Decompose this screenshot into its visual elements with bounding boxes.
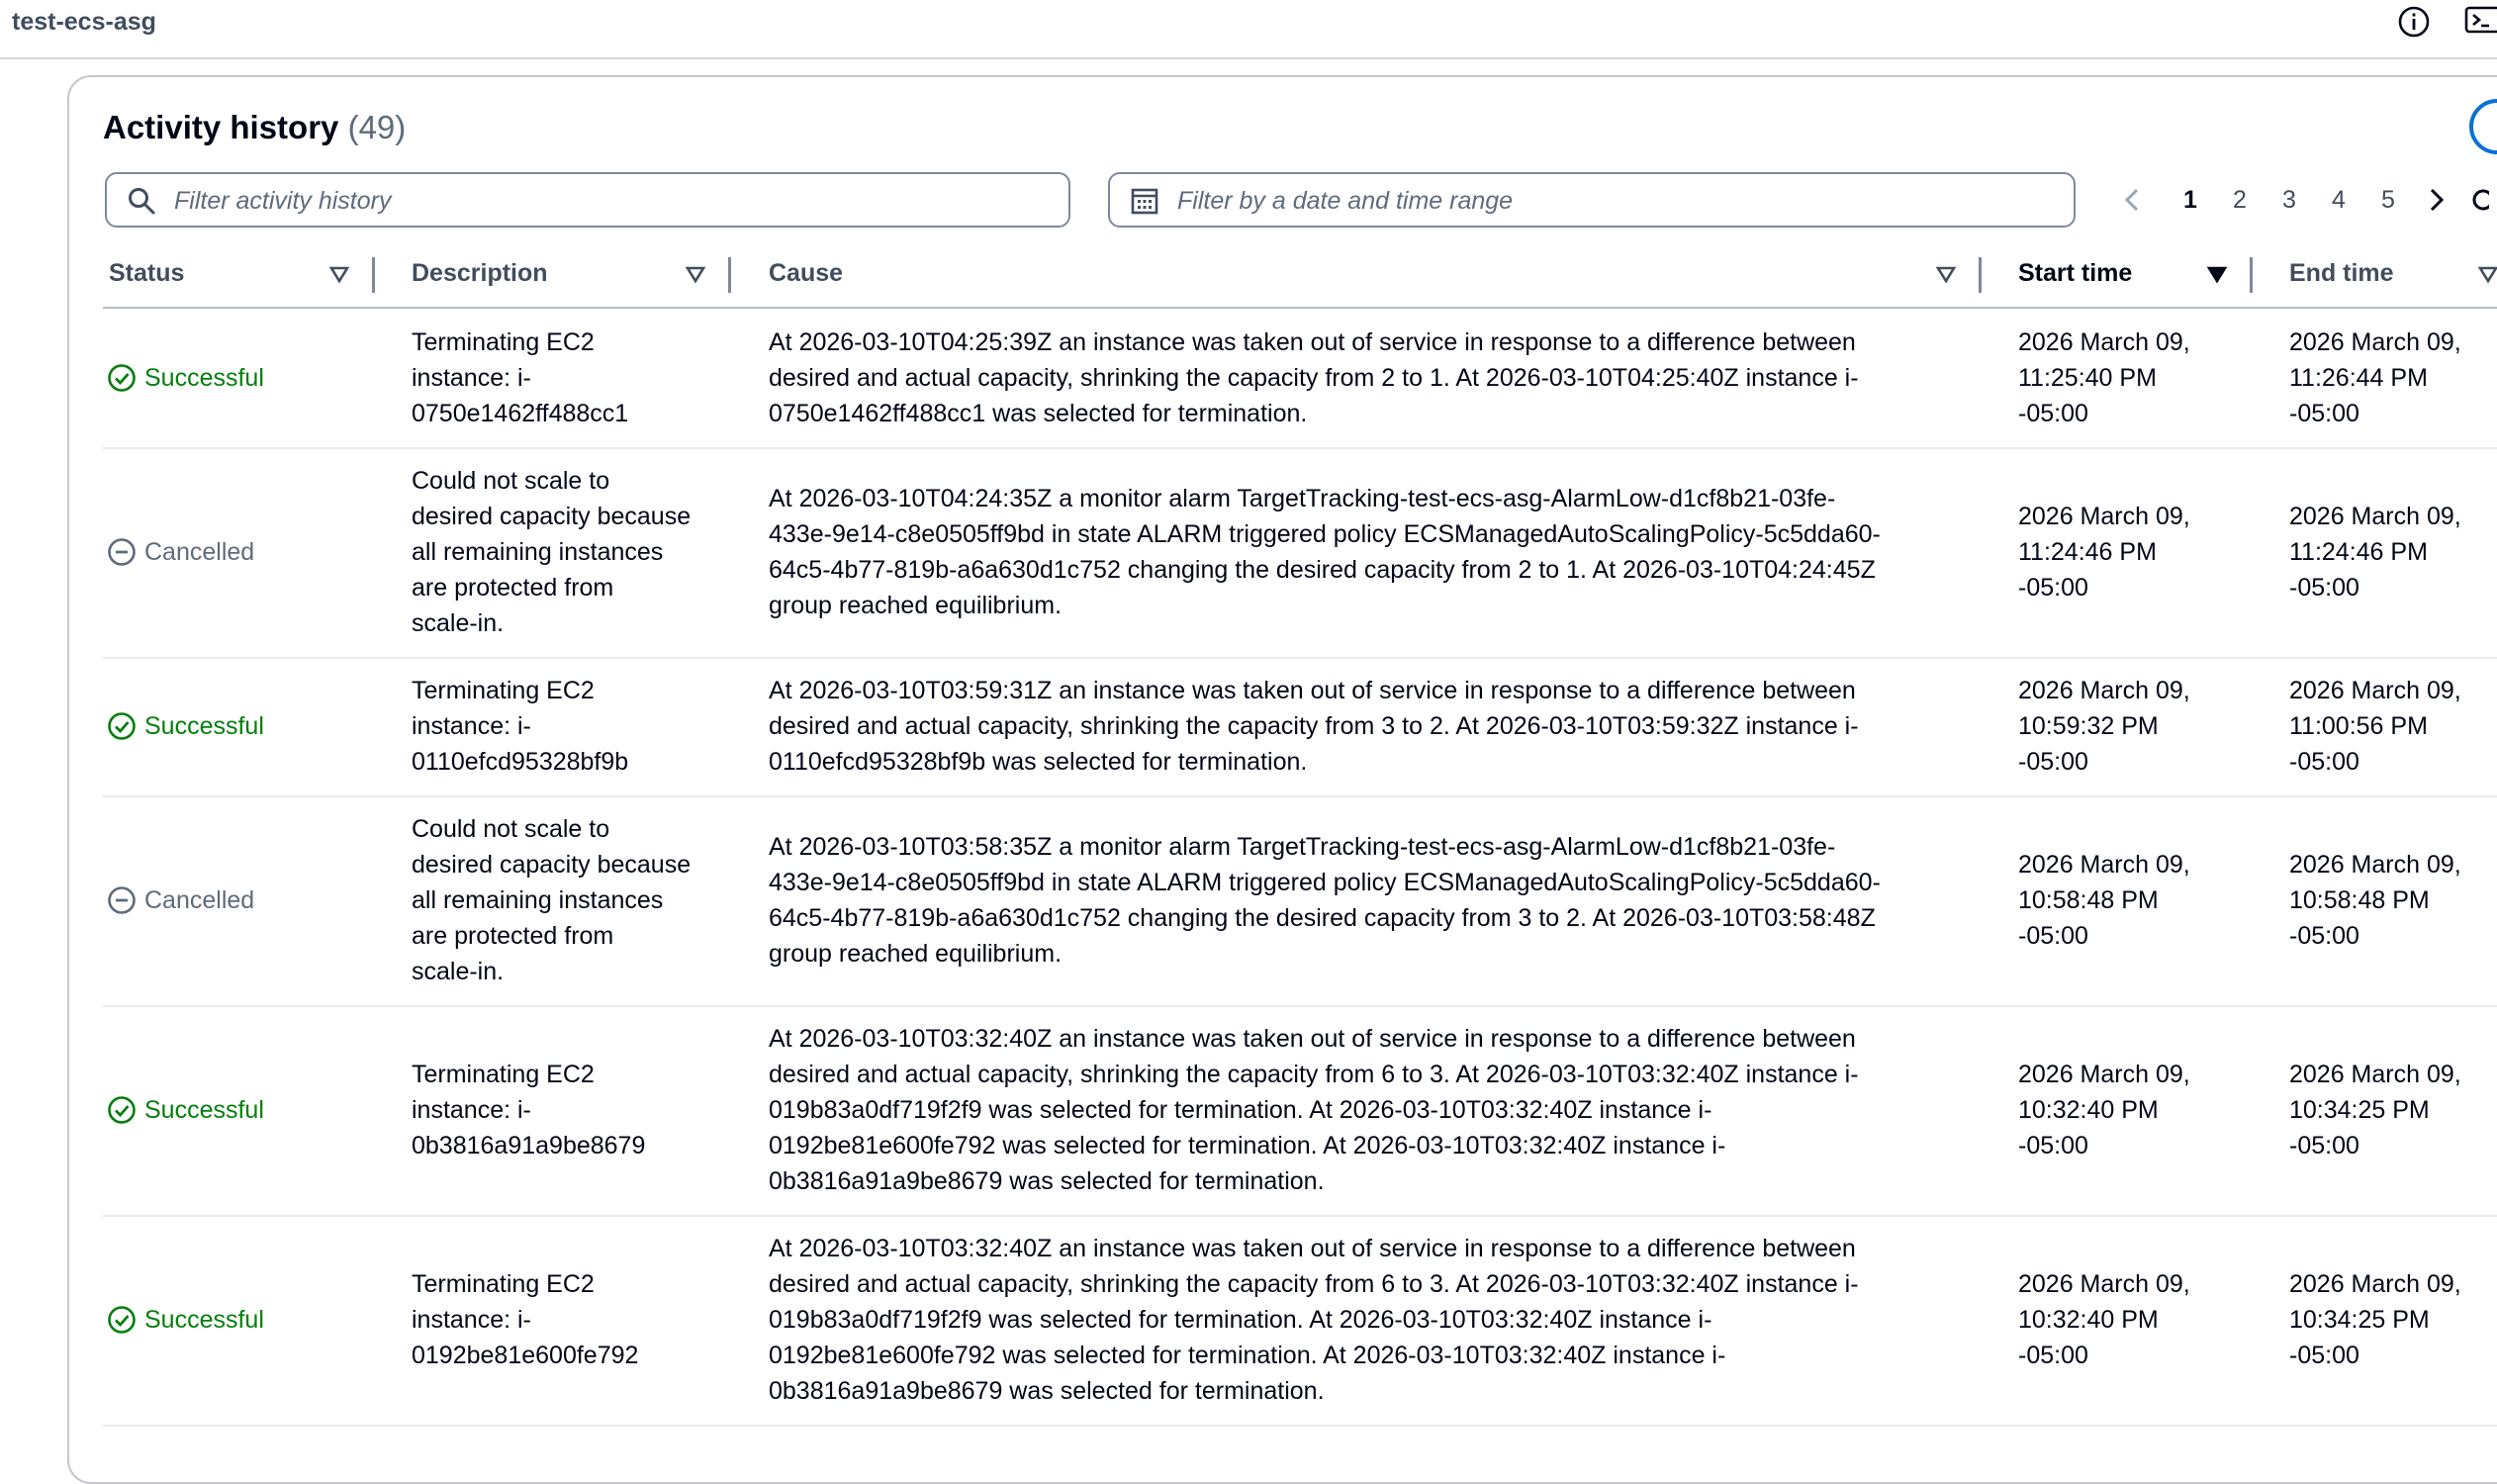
column-divider[interactable] [1979, 257, 1982, 293]
cause-cell-line: 433e-9e14-c8e0505ff9bd in state ALARM triggered policy ECSManagedAutoScalingPolicy-5c5dda60- [769, 520, 1881, 548]
table-row[interactable] [103, 657, 2497, 797]
start-time-cell-line: 10:32:40 PM [2018, 1306, 2159, 1334]
column-divider[interactable] [2250, 257, 2253, 293]
page-5[interactable]: 5 [2381, 186, 2395, 214]
status-badge [107, 1302, 264, 1338]
start-time-cell-line: 2026 March 09, [2018, 503, 2190, 530]
description-cell [412, 811, 748, 989]
status-badge [107, 534, 254, 570]
column-end-time[interactable]: End time [2289, 259, 2394, 287]
start-time-cell [2018, 847, 2275, 954]
cause-cell-line: group reached equilibrium. [769, 592, 1063, 619]
status-badge [107, 882, 254, 918]
start-time-cell [2018, 673, 2275, 780]
page-title [103, 109, 406, 146]
cause-cell-line: 0192be81e600fe792 was selected for termination. At 2026-03-10T03:32:40Z instance i- [769, 1342, 1726, 1369]
cause-cell-line: group reached equilibrium. [769, 940, 1063, 968]
cause-cell-line: 0b3816a91a9be8679 was selected for termination. [769, 1377, 1325, 1405]
cause-cell [769, 1021, 1986, 1199]
chevron-left-icon[interactable] [2119, 186, 2147, 214]
description-cell-line: instance: i- [412, 712, 531, 740]
description-cell-line: 0b3816a91a9be8679 [412, 1132, 646, 1159]
end-time-cell-line: -05:00 [2289, 400, 2359, 427]
cause-cell [769, 1231, 1986, 1409]
calendar-icon [1130, 186, 1159, 216]
success-icon [107, 1305, 137, 1335]
title-text: Activity history [103, 109, 339, 145]
status-text: Cancelled [144, 885, 255, 914]
end-time-cell-line: 2026 March 09, [2289, 1270, 2461, 1298]
status-badge [107, 360, 264, 396]
column-start-time[interactable]: Start time [2018, 259, 2133, 287]
description-cell-line: Terminating EC2 [412, 1270, 595, 1298]
cause-cell-line: At 2026-03-10T03:32:40Z an instance was taken out of service in response to a difference between [769, 1025, 1856, 1053]
start-time-cell-line: 11:24:46 PM [2018, 538, 2157, 566]
end-time-cell [2289, 1266, 2497, 1373]
info-icon[interactable] [2396, 4, 2432, 40]
column-description[interactable]: Description [412, 259, 548, 287]
success-icon [107, 711, 137, 741]
sort-icon[interactable] [685, 265, 706, 285]
end-time-cell [2289, 499, 2497, 605]
table-row[interactable] [103, 447, 2497, 659]
start-time-cell-line: 2026 March 09, [2018, 1270, 2190, 1298]
description-cell-line: 0750e1462ff488cc1 [412, 400, 629, 427]
description-cell-line: Could not scale to [412, 467, 610, 495]
end-time-cell-line: 2026 March 09, [2289, 1061, 2461, 1088]
cause-cell-line: 019b83a0df719f2f9 was selected for termination. At 2026-03-10T03:32:40Z instance i- [769, 1096, 1712, 1124]
start-time-cell-line: 2026 March 09, [2018, 328, 2190, 356]
end-time-cell-line: 10:34:25 PM [2289, 1306, 2430, 1334]
end-time-cell-line: 2026 March 09, [2289, 677, 2461, 704]
end-time-cell-line: -05:00 [2289, 748, 2359, 776]
cause-cell-line: 0750e1462ff488cc1 was selected for termination. [769, 400, 1308, 427]
date-range-filter[interactable] [1108, 172, 2076, 228]
description-cell-line: are protected from [412, 922, 614, 950]
description-cell-line: instance: i- [412, 1306, 531, 1334]
page-4[interactable]: 4 [2332, 186, 2346, 214]
table-row[interactable] [103, 1005, 2497, 1217]
description-cell-line: desired capacity because [412, 851, 692, 879]
description-cell [412, 463, 748, 641]
start-time-cell-line: -05:00 [2018, 574, 2088, 602]
description-cell-line: all remaining instances [412, 886, 664, 914]
search-input[interactable] [172, 182, 1059, 220]
table-row[interactable] [103, 309, 2497, 449]
cause-cell [769, 325, 1986, 431]
cause-cell-line: 64c5-4b77-819b-a6a630d1c752 changing the desired capacity from 3 to 2. At 2026-03-10T03:58:48Z [769, 904, 1876, 932]
cloudshell-icon[interactable] [2463, 4, 2497, 40]
page-3[interactable]: 3 [2282, 186, 2296, 214]
success-icon [107, 363, 137, 393]
end-time-cell-line: -05:00 [2289, 574, 2359, 602]
start-time-cell [2018, 499, 2275, 605]
end-time-cell [2289, 673, 2497, 780]
description-cell-line: all remaining instances [412, 538, 664, 566]
description-cell-line: 0110efcd95328bf9b [412, 748, 629, 776]
start-time-cell-line: 11:25:40 PM [2018, 364, 2157, 392]
cause-cell-line: At 2026-03-10T03:59:31Z an instance was taken out of service in response to a difference between [769, 677, 1856, 704]
cause-cell [769, 481, 1986, 623]
activity-count: (49) [347, 109, 407, 145]
description-cell-line: 0192be81e600fe792 [412, 1342, 639, 1369]
description-cell-line: Could not scale to [412, 815, 610, 843]
end-time-cell-line: 10:58:48 PM [2289, 886, 2430, 914]
description-cell [412, 325, 748, 431]
column-divider[interactable] [372, 257, 375, 293]
start-time-cell-line: 10:32:40 PM [2018, 1096, 2159, 1124]
end-time-cell-line: 2026 March 09, [2289, 328, 2461, 356]
end-time-cell [2289, 1057, 2497, 1163]
start-time-cell-line: 10:59:32 PM [2018, 712, 2159, 740]
start-time-cell-line: -05:00 [2018, 400, 2088, 427]
description-cell-line: scale-in. [412, 609, 505, 637]
end-time-cell-line: 11:26:44 PM [2289, 364, 2428, 392]
status-badge [107, 708, 264, 744]
status-text: Successful [144, 1095, 264, 1124]
start-time-cell-line: 2026 March 09, [2018, 851, 2190, 879]
start-time-cell-line: 10:58:48 PM [2018, 886, 2159, 914]
start-time-cell-line: 2026 March 09, [2018, 1061, 2190, 1088]
table-row[interactable] [103, 795, 2497, 1007]
column-cause[interactable]: Cause [769, 259, 844, 287]
cancelled-icon [107, 537, 137, 567]
column-status[interactable]: Status [109, 259, 185, 287]
description-cell [412, 1266, 748, 1373]
cause-cell-line: 0b3816a91a9be8679 was selected for termination. [769, 1167, 1325, 1195]
cause-cell [769, 673, 1986, 780]
start-time-cell [2018, 1057, 2275, 1163]
date-range-input[interactable] [1175, 182, 2064, 220]
page-1[interactable]: 1 [2183, 186, 2197, 214]
cause-cell-line: 0192be81e600fe792 was selected for termination. At 2026-03-10T03:32:40Z instance i- [769, 1132, 1726, 1159]
cause-cell-line: 433e-9e14-c8e0505ff9bd in state ALARM triggered policy ECSManagedAutoScalingPolicy-5c5dda60- [769, 869, 1881, 896]
sort-icon[interactable] [2477, 265, 2497, 285]
top-bar [0, 0, 2497, 59]
status-text: Successful [144, 363, 264, 392]
end-time-cell-line: 11:00:56 PM [2289, 712, 2428, 740]
end-time-cell-line: 11:24:46 PM [2289, 538, 2428, 566]
table-header [103, 247, 2497, 309]
status-text: Successful [144, 711, 264, 740]
start-time-cell [2018, 325, 2275, 431]
start-time-cell-line: -05:00 [2018, 1342, 2088, 1369]
column-divider[interactable] [728, 257, 731, 293]
end-time-cell-line: 2026 March 09, [2289, 503, 2461, 530]
sort-icon[interactable] [328, 265, 350, 285]
table-row[interactable] [103, 1215, 2497, 1427]
cause-cell-line: 64c5-4b77-819b-a6a630d1c752 changing the desired capacity from 2 to 1. At 2026-03-10T04:24:45Z [769, 556, 1876, 584]
sort-descending-icon[interactable] [2206, 265, 2228, 285]
success-icon [107, 1095, 137, 1125]
status-text: Successful [144, 1305, 264, 1334]
cause-cell-line: desired and actual capacity, shrinking the capacity from 6 to 3. At 2026-03-10T03:32:40Z instance i- [769, 1270, 1859, 1298]
search-filter[interactable] [105, 172, 1070, 228]
cause-cell-line: desired and actual capacity, shrinking the capacity from 6 to 3. At 2026-03-10T03:32:40Z instance i- [769, 1061, 1859, 1088]
cause-cell-line: At 2026-03-10T03:32:40Z an instance was taken out of service in response to a difference between [769, 1235, 1856, 1262]
end-time-cell-line: -05:00 [2289, 922, 2359, 950]
description-cell [412, 1057, 748, 1163]
end-time-cell [2289, 325, 2497, 431]
status-badge [107, 1092, 264, 1128]
end-time-cell-line: -05:00 [2289, 1342, 2359, 1369]
cause-cell-line: 019b83a0df719f2f9 was selected for termination. At 2026-03-10T03:32:40Z instance i- [769, 1306, 1712, 1334]
pagination [2107, 174, 2497, 226]
description-cell-line: scale-in. [412, 958, 505, 985]
cause-cell-line: At 2026-03-10T04:24:35Z a monitor alarm TargetTracking-test-ecs-asg-AlarmLow-d1cf8b21-03fe- [769, 485, 1836, 512]
cause-cell-line: 0110efcd95328bf9b was selected for termination. [769, 748, 1308, 776]
end-time-cell-line: -05:00 [2289, 1132, 2359, 1159]
page-2[interactable]: 2 [2233, 186, 2247, 214]
description-cell-line: instance: i- [412, 1096, 531, 1124]
settings-icon[interactable] [2469, 186, 2489, 214]
start-time-cell-line: -05:00 [2018, 922, 2088, 950]
cause-cell-line: At 2026-03-10T03:58:35Z a monitor alarm TargetTracking-test-ecs-asg-AlarmLow-d1cf8b21-03fe- [769, 833, 1836, 861]
cause-cell-line: desired and actual capacity, shrinking the capacity from 3 to 2. At 2026-03-10T03:59:32Z instance i- [769, 712, 1859, 740]
start-time-cell [2018, 1266, 2275, 1373]
description-cell [412, 673, 748, 780]
search-icon [127, 186, 156, 216]
description-cell-line: Terminating EC2 [412, 1061, 595, 1088]
breadcrumb[interactable]: test-ecs-asg [12, 8, 156, 36]
description-cell-line: instance: i- [412, 364, 531, 392]
chevron-right-icon[interactable] [2422, 186, 2450, 214]
end-time-cell [2289, 847, 2497, 954]
status-text: Cancelled [144, 537, 255, 566]
description-cell-line: Terminating EC2 [412, 328, 595, 356]
sort-icon[interactable] [1935, 265, 1957, 285]
description-cell-line: desired capacity because [412, 503, 692, 530]
end-time-cell-line: 2026 March 09, [2289, 851, 2461, 879]
cancelled-icon [107, 885, 137, 915]
cause-cell-line: At 2026-03-10T04:25:39Z an instance was taken out of service in response to a difference between [769, 328, 1856, 356]
start-time-cell-line: -05:00 [2018, 1132, 2088, 1159]
description-cell-line: Terminating EC2 [412, 677, 595, 704]
end-time-cell-line: 10:34:25 PM [2289, 1096, 2430, 1124]
description-cell-line: are protected from [412, 574, 614, 602]
cause-cell [769, 829, 1986, 972]
start-time-cell-line: 2026 March 09, [2018, 677, 2190, 704]
start-time-cell-line: -05:00 [2018, 748, 2088, 776]
cause-cell-line: desired and actual capacity, shrinking the capacity from 2 to 1. At 2026-03-10T04:25:40Z instance i- [769, 364, 1859, 392]
